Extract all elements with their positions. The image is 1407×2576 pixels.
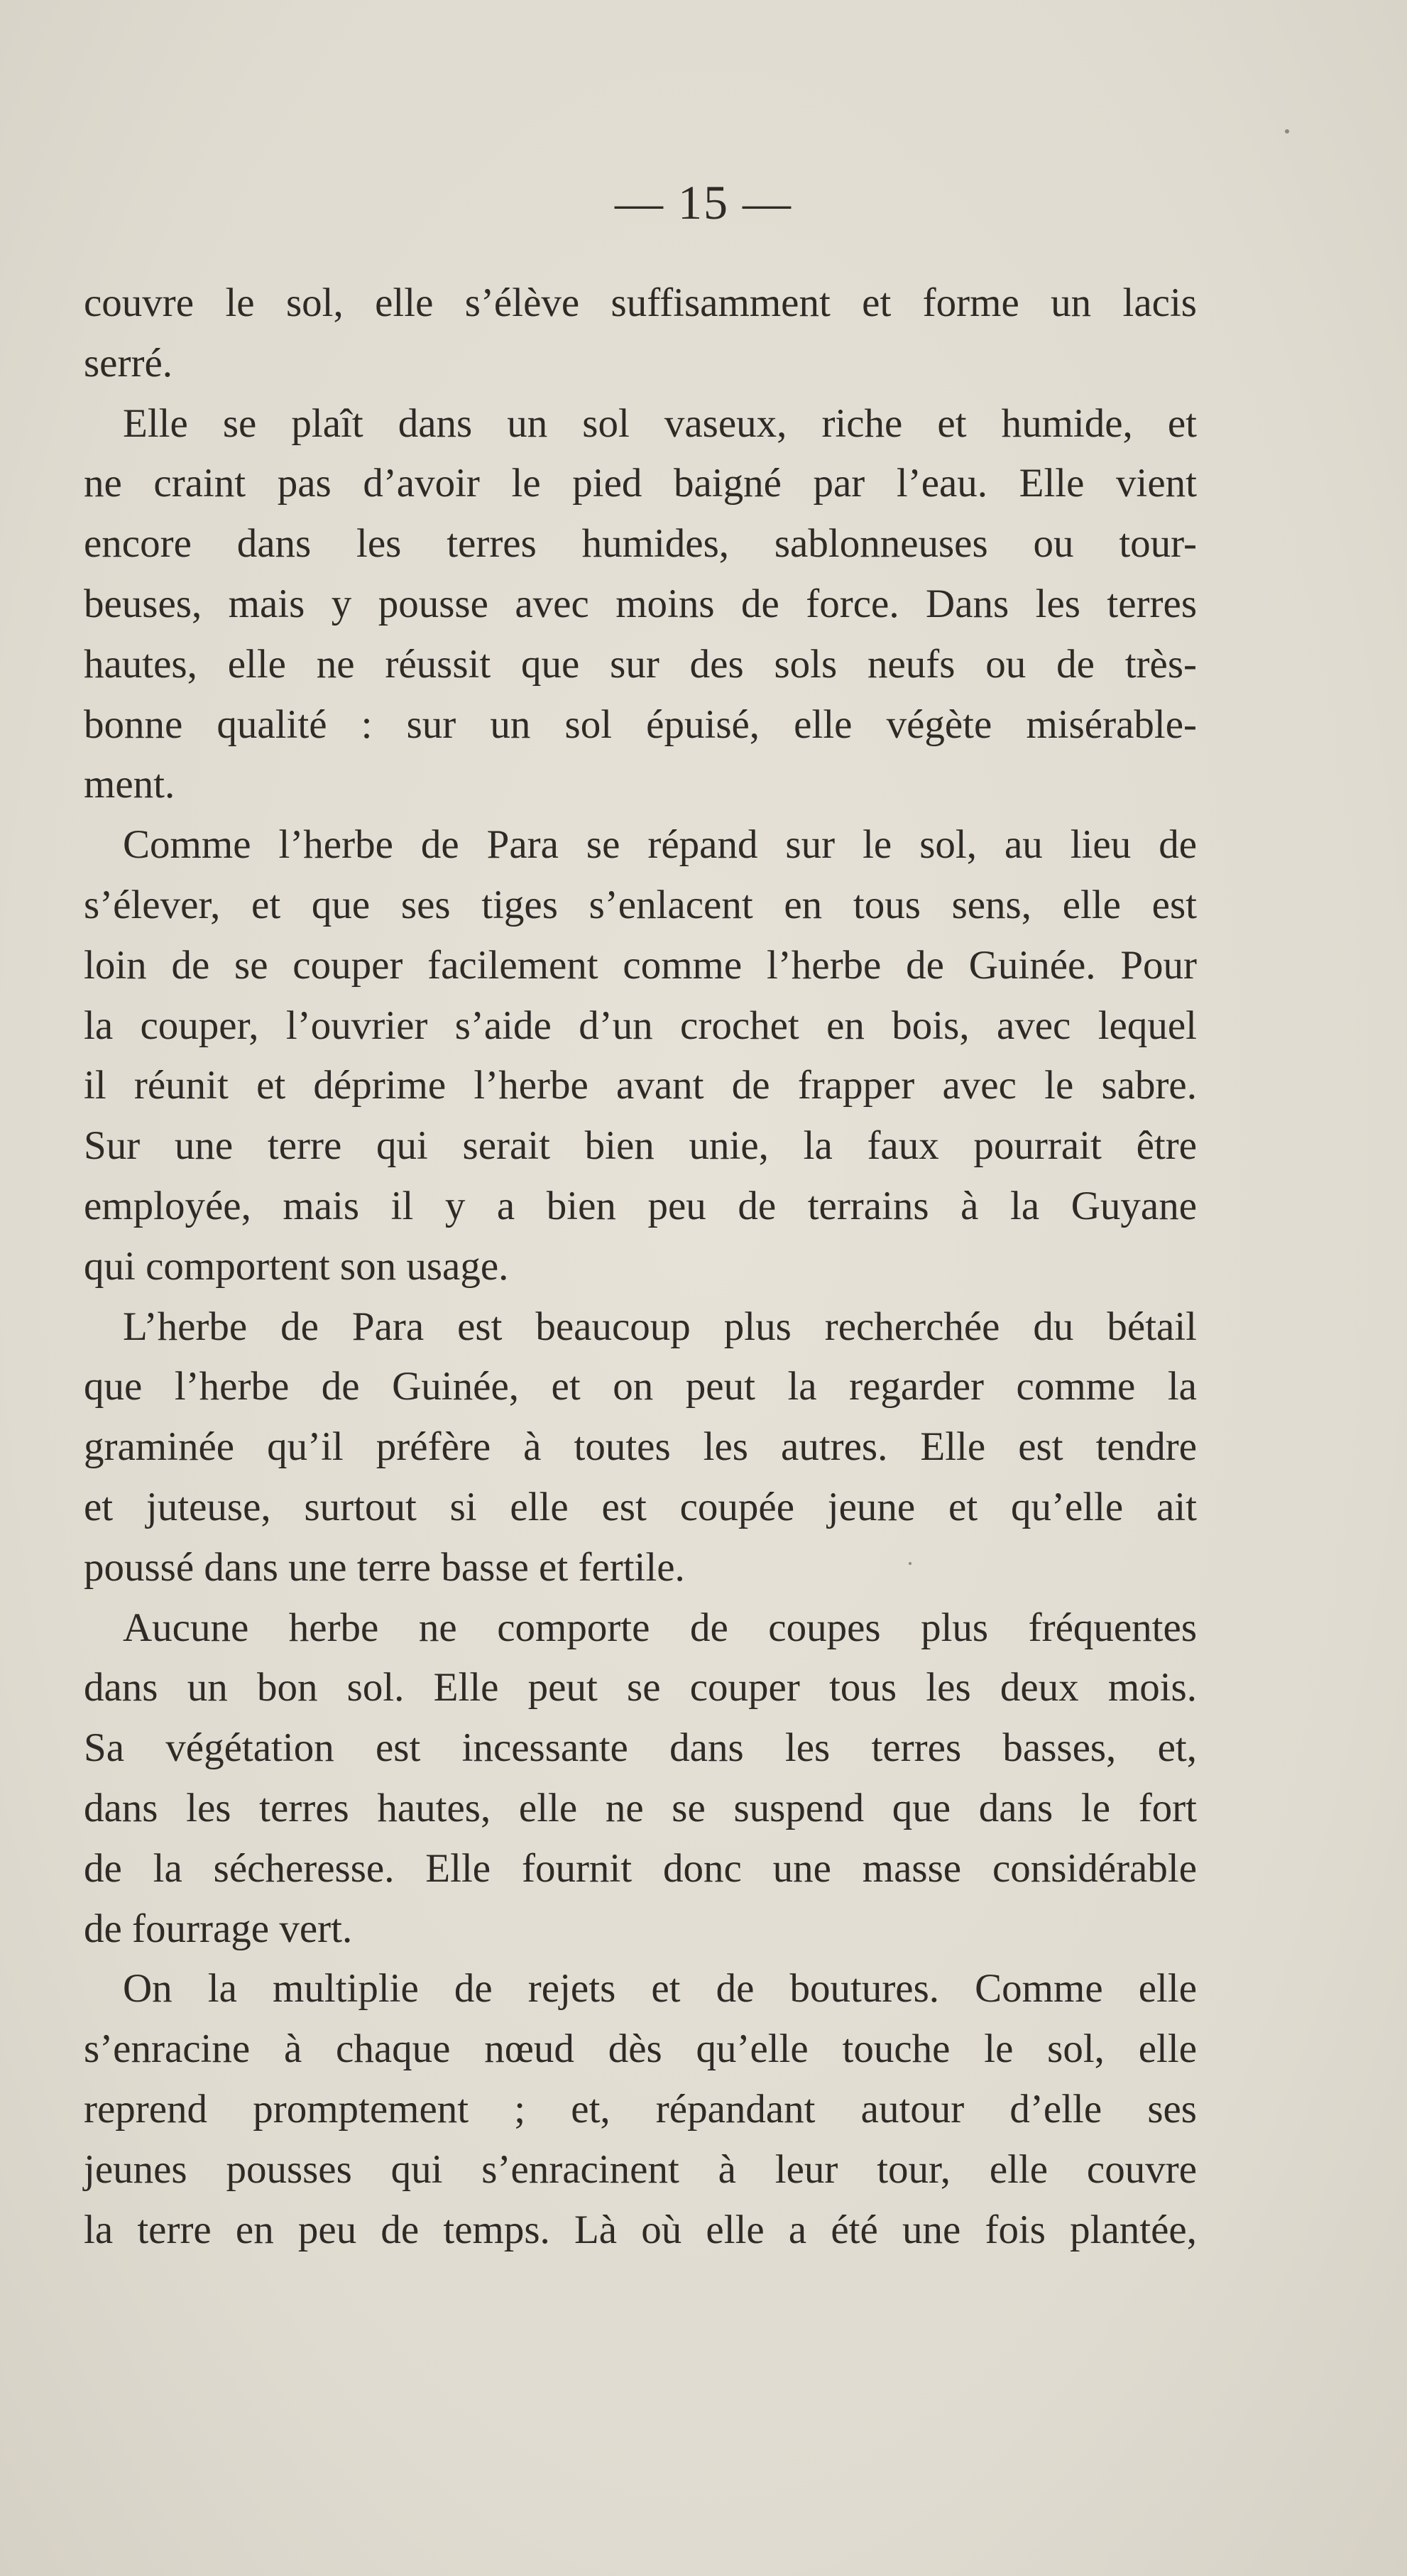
text-line: jeunes pousses qui s’enracinent à leur tour, elle couvre: [84, 2146, 1197, 2192]
text-line: beuses, mais y pousse avec moins de force. Dans les terres: [84, 581, 1197, 626]
text-line: Sa végétation est incessante dans les terres basses, et,: [84, 1725, 1197, 1771]
text-line: qui comportent son usage.: [84, 1243, 509, 1289]
text-line: s’enracine à chaque nœud dès qu’elle touche le sol, elle: [84, 2026, 1197, 2072]
text-line: serré.: [84, 340, 173, 386]
text-line: de la sécheresse. Elle fournit donc une masse considérable: [84, 1845, 1197, 1891]
text-line: bonne qualité : sur un sol épuisé, elle végète misérable-: [84, 702, 1197, 747]
text-line: reprend promptement ; et, répandant autour d’elle ses: [84, 2086, 1197, 2132]
text-line: ment.: [84, 762, 175, 807]
text-line: dans les terres hautes, elle ne se suspend que dans le fort: [84, 1785, 1197, 1830]
text-line: poussé dans une terre basse et fertile.: [84, 1544, 685, 1590]
text-line: que l’herbe de Guinée, et on peut la regarder comme la: [84, 1364, 1197, 1409]
text-line: ne craint pas d’avoir le pied baigné par l’eau. Elle vient: [84, 461, 1197, 506]
text-line: graminée qu’il préfère à toutes les autres. Elle est tendre: [84, 1424, 1197, 1470]
body-text: [84, 273, 1197, 2260]
text-line: couvre le sol, elle s’élève suffisamment et forme un lacis: [84, 280, 1197, 325]
text-line: encore dans les terres humides, sablonneuses ou tour-: [84, 521, 1197, 567]
text-line: Aucune herbe ne comporte de coupes plus fréquentes: [123, 1605, 1197, 1650]
text-line: employée, mais il y a bien peu de terrains à la Guyane: [84, 1183, 1197, 1228]
text-line: il réunit et déprime l’herbe avant de frapper avec le sabre.: [84, 1063, 1197, 1108]
paper-speck: [1285, 129, 1289, 133]
text-line: Elle se plaît dans un sol vaseux, riche et humide, et: [123, 400, 1197, 446]
text-line: loin de se couper facilement comme l’herbe de Guinée. Pour: [84, 942, 1197, 988]
text-line: et juteuse, surtout si elle est coupée jeune et qu’elle ait: [84, 1484, 1197, 1529]
text-line: L’herbe de Para est beaucoup plus recherchée du bétail: [123, 1304, 1197, 1349]
text-line: de fourrage vert.: [84, 1906, 353, 1951]
text-line: Sur une terre qui serait bien unie, la faux pourrait être: [84, 1123, 1197, 1169]
text-line: hautes, elle ne réussit que sur des sols neufs ou de très-: [84, 641, 1197, 687]
text-line: la terre en peu de temps. Là où elle a été une fois plantée,: [84, 2207, 1197, 2252]
text-line: s’élever, et que ses tiges s’enlacent en tous sens, elle est: [84, 882, 1197, 927]
text-line: dans un bon sol. Elle peut se couper tous les deux mois.: [84, 1665, 1197, 1710]
page-number: — 15 —: [615, 175, 792, 229]
text-line: On la multiplie de rejets et de boutures. Comme elle: [123, 1966, 1197, 2012]
text-line: Comme l’herbe de Para se répand sur le sol, au lieu de: [123, 822, 1197, 868]
text-line: la couper, l’ouvrier s’aide d’un crochet en bois, avec lequel: [84, 1003, 1197, 1048]
